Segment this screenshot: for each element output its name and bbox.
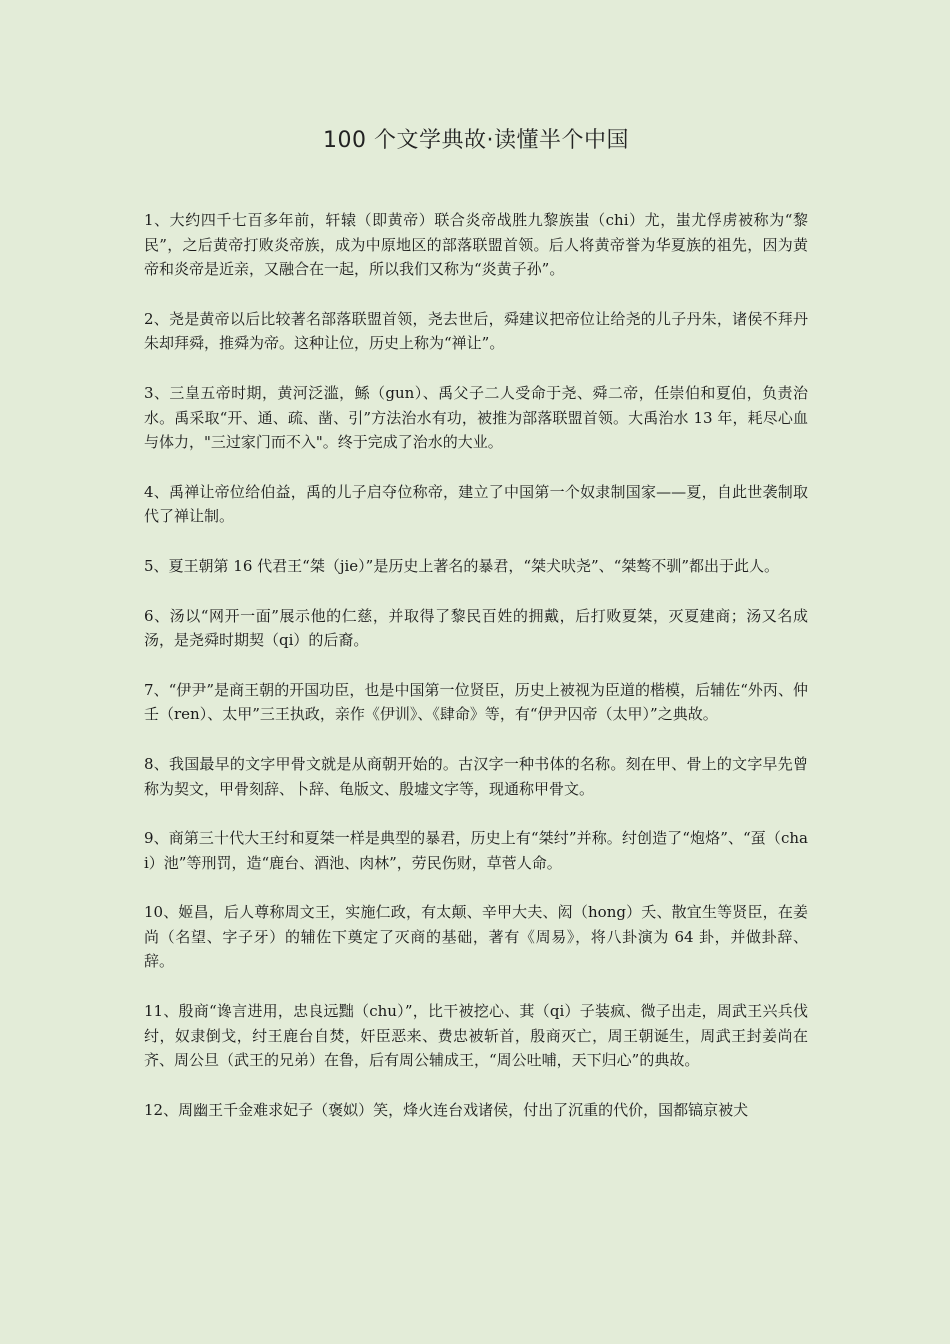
paragraph-7: 7、“伊尹”是商王朝的开国功臣，也是中国第一位贤臣，历史上被视为臣道的楷模，后辅佐“外丙、仲壬（ren）、太甲”三王执政，亲作《伊训》、《肆命》等，有“伊尹囚帝（太甲）”之典故。 [144, 680, 808, 724]
paragraph-3: 3、三皇五帝时期，黄河泛滥，鲧（gun）、禹父子二人受命于尧、舜二帝，任崇伯和夏伯，负责治水。禹采取“开、通、疏、凿、引”方法治水有功，被推为部落联盟首领。大禹治水 13 年，耗尽心血与体力，"三过家门而不入"。终于完成了治水的大业。 [144, 383, 808, 452]
paragraph-6: 6、汤以“网开一面”展示他的仁慈，并取得了黎民百姓的拥戴，后打败夏桀，灭夏建商；汤又名成汤，是尧舜时期契（qi）的后裔。 [144, 606, 808, 650]
paragraph-11: 11、殷商“谗言进用，忠良远黜（chu）”，比干被挖心、萁（qi）子装疯、微子出走，周武王兴兵伐纣，奴隶倒戈，纣王鹿台自焚，奸臣恶来、费忠被斩首，殷商灭亡，周王朝诞生，周武王封姜尚在齐、周公旦（武王的兄弟）在鲁，后有周公辅成王，“周公吐哺，天下归心”的典故。 [144, 1002, 808, 1070]
paragraph-2: 2、尧是黄帝以后比较著名部落联盟首领，尧去世后，舜建议把帝位让给尧的儿子丹朱，诸侯不拜丹朱却拜舜，推舜为帝。这种让位，历史上称为“禅让”。 [144, 309, 808, 353]
paragraph-list [144, 208, 808, 1122]
paragraph-8: 8、我国最早的文字甲骨文就是从商朝开始的。古汉字一种书体的名称。刻在甲、骨上的文字早先曾称为契文，甲骨刻辞、卜辞、龟版文、殷墟文字等，现通称甲骨文。 [144, 754, 808, 798]
paragraph-9: 9、商第三十代大王纣和夏桀一样是典型的暴君，历史上有“桀纣”并称。纣创造了“炮烙”、“虿（chai）池”等刑罚，造“鹿台、酒池、肉林”，劳民伤财，草菅人命。 [144, 829, 808, 872]
paragraph-1: 1、大约四千七百多年前，轩辕（即黄帝）联合炎帝战胜九黎族蚩（chi）尤，蚩尤俘虏被称为“黎民”，之后黄帝打败炎帝族，成为中原地区的部落联盟首领。后人将黄帝誉为华夏族的祖先，因为黄帝和炎帝是近亲，又融合在一起，所以我们又称为“炎黄子孙”。 [144, 211, 808, 279]
paragraph-10: 10、姬昌，后人尊称周文王，实施仁政，有太颠、辛甲大夫、闳（hong）夭、散宜生等贤臣，在姜尚（名望、字子牙）的辅佐下奠定了灭商的基础，著有《周易》，将八卦演为 64 卦，并做卦辞、辞。 [144, 903, 808, 971]
paragraph-4: 4、禹禅让帝位给伯益，禹的儿子启夺位称帝，建立了中国第一个奴隶制国家——夏，自此世袭制取代了禅让制。 [144, 482, 808, 526]
document-title: 100 个文学典故·读懂半个中国 [323, 128, 629, 153]
paragraph-12: 12、周幽王千金难求妃子（褒姒）笑，烽火连台戏诸侯，付出了沉重的代价，国都镐京被犬 [144, 1100, 749, 1119]
paragraph-5: 5、夏王朝第 16 代君王“桀（jie）”是历史上著名的暴君，“桀犬吠尧”、“桀骜不驯”都出于此人。 [144, 556, 780, 575]
